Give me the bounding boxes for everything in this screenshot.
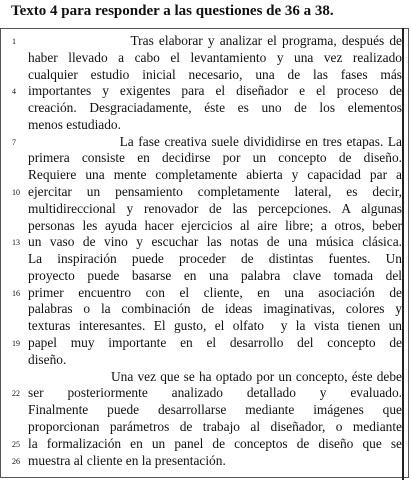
- passage-line: la formalización en un panel de conceptos de diseño que se: [28, 435, 402, 451]
- passage-line: ejercitar un pensamiento completamente lateral, es decir,: [28, 184, 402, 200]
- passage-line: Requiere una mente completamente abierta y capacidad par a: [28, 167, 402, 183]
- passage-line: Tras elaborar y analizar el programa, después de: [28, 33, 402, 48]
- passage-line: muestra al cliente en la presentación.: [28, 452, 226, 468]
- passage-line: proporcionan parámetros de trabajo al diseñador, o mediante: [28, 418, 402, 434]
- passage-line: texturas interesantes. El gusto, el olfato y la vista tienen un: [28, 318, 402, 334]
- line-number: 22: [12, 389, 20, 399]
- passage-line: La inspiración puede proceder de distintas fuentes. Un: [28, 251, 402, 267]
- passage-line: personas les ayuda hacer ejercicios al aire libre; a otros, beber: [28, 217, 402, 233]
- passage-line: multidireccional y renovador de las percepciones. A algunas: [28, 200, 402, 216]
- passage-line: menos estudiado.: [28, 116, 121, 132]
- passage-line: diseño.: [28, 351, 67, 367]
- passage-line: primer encuentro con el cliente, en una asociación de: [28, 284, 402, 300]
- page-title: Texto 4 para responder a las questiones de 36 a 38.: [11, 3, 334, 19]
- line-number: 19: [12, 339, 20, 349]
- line-number: 10: [12, 188, 20, 198]
- passage-line: Finalmente puede desarrollarse mediante imágenes que: [28, 402, 402, 418]
- passage-line: proyecto puede basarse en una palabra clave tomada del: [28, 267, 402, 283]
- line-number: 7: [12, 137, 16, 147]
- passage-line: ser posteriormente analizado detallado y evaluado.: [28, 385, 402, 401]
- line-number: 13: [12, 238, 20, 248]
- passage-line: Una vez que se ha optado por un concepto, éste debe: [28, 368, 402, 384]
- passage-line: creación. Desgraciadamente, éste es uno de los elementos: [28, 100, 402, 116]
- passage-line: importantes y exigentes para el diseñador e el proceso de: [28, 83, 402, 99]
- right-margin-rule: [402, 28, 404, 480]
- passage-line: primera consiste en decidirse por un concepto de diseño.: [28, 150, 402, 166]
- line-number: 16: [12, 288, 20, 298]
- line-number: 4: [12, 87, 16, 97]
- passage-line: La fase creativa suele divididirse en tres etapas. La: [28, 133, 402, 149]
- passage-line: un vaso de vino y escuchar las notas de una música clásica.: [28, 234, 402, 250]
- passage-line: cualquier estudio inicial necesario, una de las fases más: [28, 66, 402, 82]
- passage-line: papel muy importante en el desarrollo del concepto de: [28, 335, 402, 351]
- line-number: 26: [12, 456, 20, 466]
- line-number: 25: [12, 439, 20, 449]
- passage-line: haber llevado a cabo el levantamiento y una vez realizado: [28, 49, 402, 65]
- passage-line: palabras o la combinación de ideas imaginativas, colores y: [28, 301, 402, 317]
- line-number: 1: [12, 37, 16, 46]
